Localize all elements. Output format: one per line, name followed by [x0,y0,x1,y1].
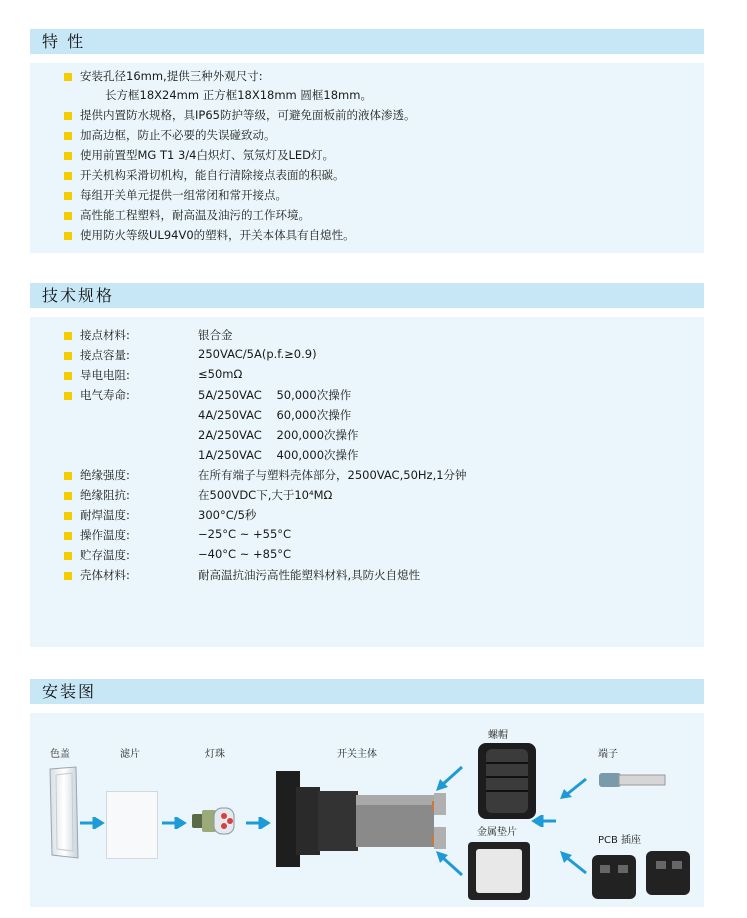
spec-label: 绝缘强度: [80,468,130,482]
bullet [64,232,72,240]
bullet [64,332,72,340]
spec-value: 2A/250VAC 200,000次操作 [198,428,359,442]
filter-image [106,791,158,859]
caption-nut: 螺帽 [488,730,508,741]
install-panel [30,713,704,907]
nut-image [476,741,540,821]
spec-label: 导电电阻: [80,368,130,382]
spec-value: 1A/250VAC 400,000次操作 [198,448,359,462]
spec-value: 在500VDC下,大于10⁴MΩ [198,488,333,502]
specs-heading: 技术规格 [30,283,704,308]
metal-washer-image [466,840,532,902]
spec-value: ≤50mΩ [198,367,243,381]
bulb-image [190,798,242,848]
bullet [64,392,72,400]
bullet [64,552,72,560]
feature-item: 长方框18X24mm 正方框18X18mm 圆框18mm。 [105,88,372,102]
caption-cap: 色盖 [50,749,70,760]
spec-value: −25°C ~ +55°C [198,527,292,541]
feature-item: 开关机构采滑切机构，能自行清除接点表面的积碳。 [80,168,345,182]
bullet [64,492,72,500]
bullet [64,192,72,200]
spec-label: 壳体材料: [80,568,130,582]
bullet [64,152,72,160]
caption-pcb: PCB 插座 [598,835,642,846]
spec-label: 耐焊温度: [80,508,130,522]
install-heading: 安装图 [30,679,704,704]
bullet [64,172,72,180]
bullet [64,512,72,520]
feature-item: 加高边框，防止不必要的失误碰致动。 [80,128,276,142]
spec-label: 接点材料: [80,328,130,342]
spec-value: 250VAC/5A(p.f.≥0.9) [198,347,317,361]
spec-label: 操作温度: [80,528,130,542]
spec-label: 接点容量: [80,348,130,362]
arrow-down-left-icon [558,777,588,801]
caption-bulb: 灯珠 [205,749,225,760]
spec-value: 在所有端子与塑料壳体部分，2500VAC,50Hz,1分钟 [198,468,467,482]
spec-value: 耐高温抗油污高性能塑料材料,具防火自熄性 [198,568,421,582]
spec-value: 4A/250VAC 60,000次操作 [198,408,352,422]
bullet [64,212,72,220]
bullet [64,532,72,540]
arrow-down-left-icon [434,765,464,795]
spec-label: 绝缘阻抗: [80,488,130,502]
bullet [64,73,72,81]
spec-label: 电气寿命: [80,388,130,402]
spec-value: 5A/250VAC 50,000次操作 [198,388,352,402]
bullet [64,472,72,480]
color-cap-image [46,765,80,860]
feature-item: 使用前置型MG T1 3/4白炽灯、氖氖灯及LED灯。 [80,148,335,162]
arrow-up-left-icon [558,849,588,875]
features-panel [30,63,704,253]
feature-item: 每组开关单元提供一组常闭和常开接点。 [80,188,287,202]
bullet [64,572,72,580]
pcb-socket-image [588,847,698,903]
arrow-right-icon [246,817,272,829]
arrow-left-icon [530,815,556,827]
caption-terminal: 端子 [598,749,618,760]
spec-value: 银合金 [198,328,233,342]
caption-washer: 金属垫片 [477,827,517,838]
feature-item: 高性能工程塑料，耐高温及油污的工作环境。 [80,208,310,222]
spec-value: −40°C ~ +85°C [198,547,292,561]
feature-item: 安装孔径16mm,提供三种外观尺寸: [80,69,263,83]
feature-item: 使用防火等级UL94V0的塑料，开关本体具有自熄性。 [80,228,355,242]
spec-label: 贮存温度: [80,548,130,562]
arrow-right-icon [80,817,106,829]
terminal-image [597,767,669,793]
feature-item: 提供内置防水规格，具IP65防护等级，可避免面板前的液体渗透。 [80,108,416,122]
bullet [64,112,72,120]
caption-filter: 滤片 [120,749,140,760]
bullet [64,132,72,140]
caption-body: 开关主体 [337,749,377,760]
arrow-up-left-icon [434,849,464,877]
specs-panel [30,317,704,647]
arrow-right-icon [162,817,188,829]
features-heading: 特 性 [30,29,704,54]
bullet [64,372,72,380]
bullet [64,352,72,360]
spec-value: 300°C/5秒 [198,508,257,522]
